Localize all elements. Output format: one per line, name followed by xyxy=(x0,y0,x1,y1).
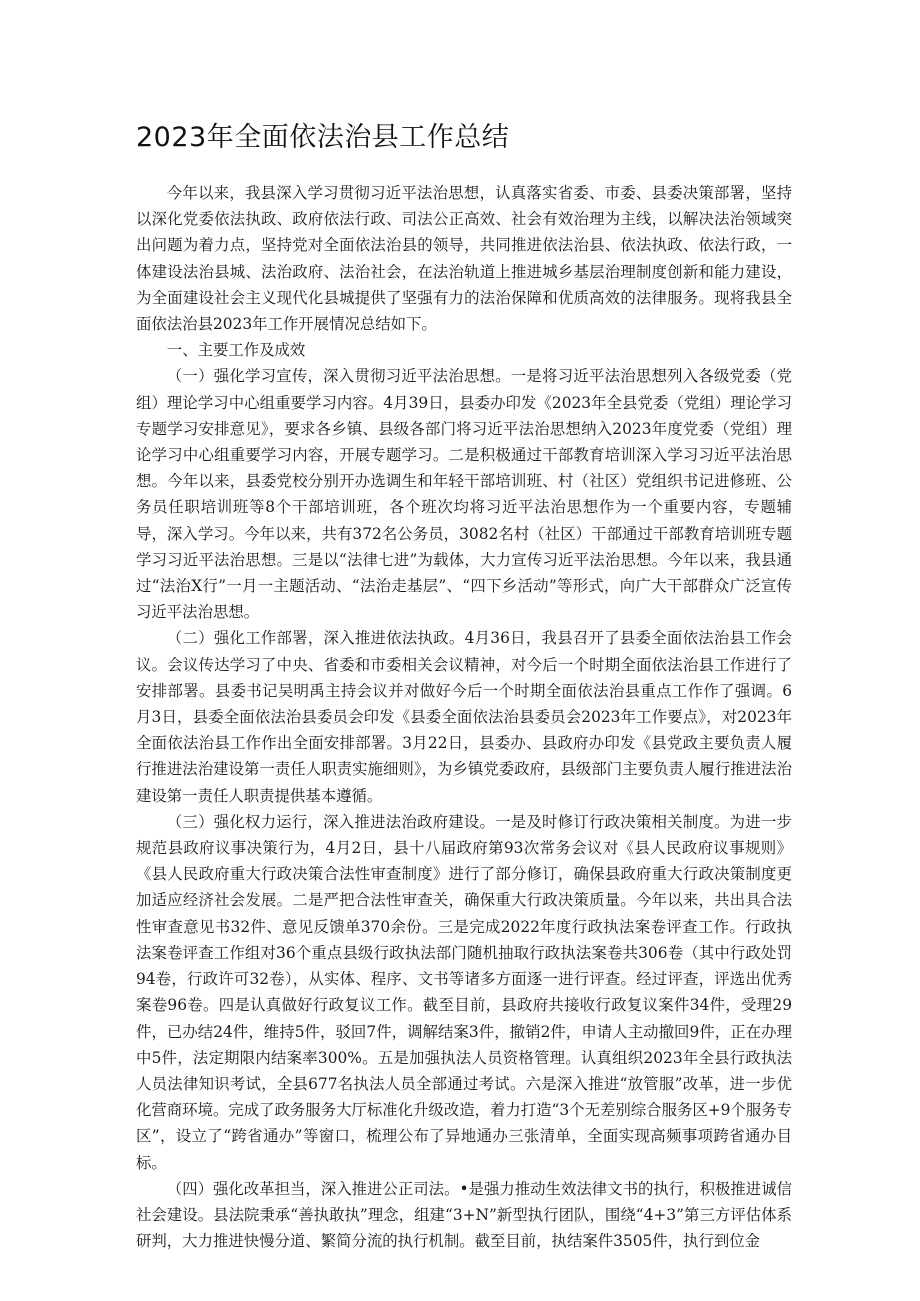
paragraph-reform-justice: （四）强化改革担当，深入推进公正司法。•是强力推动生效法律文书的执行，积极推进诚信社会建设。县法院秉承“善执敢执”理念，组建“3+N”新型执行团队，围绕“4+3”第三方评估体系研判，大力推进快慢分道、繁简分流的执行机制。截至目前，执结案件3505件，执行到位金 xyxy=(136,1179,792,1251)
paragraph-work-deployment: （二）强化工作部署，深入推进依法执政。4月36日，我县召开了县委全面依法治县工作会议。会议传达学习了中央、省委和市委相关会议精神，对今后一个时期全面依法治县工作进行了安排部署。县委书记吴明禹主持会议并对做好今后一个时期全面依法治县重点工作作了强调。6月3日，县委全面依法治县委员会印发《县委全面依法治县委员会2023年工作要点》，对2023年全面依法治县工作作出全面安排部署。3月22日，县委办、县政府办印发《县党政主要负责人履行推进法治建设第一责任人职责实施细则》，为乡镇党委政府，县级部门主要负责人履行推进法治建设第一责任人职责提供基本遵循。 xyxy=(136,629,792,805)
document-page xyxy=(136,118,792,1254)
intro-paragraph: 今年以来，我县深入学习贯彻习近平法治思想，认真落实省委、市委、县委决策部署，坚持以深化党委依法执政、政府依法行政、司法公正高效、社会有效治理为主线，以解决法治领域突出问题为着力点，坚持党对全面依法治县的领导，共同推进依法治县、依法执政、依法行政，一体建设法治县城、法治政府、法治社会，在法治轨道上推进城乡基层治理制度创新和能力建设，为全面建设社会主义现代化县城提供了坚强有力的法治保障和优质高效的法律服务。现将我县全面依法治县2023年工作开展情况总结如下。 xyxy=(136,184,792,334)
paragraph-study-publicity: （一）强化学习宣传，深入贯彻习近平法治思想。一是将习近平法治思想列入各级党委（党组）理论学习中心组重要学习内容。4月39日，县委办印发《2023年全县党委（党组）理论学习专题学习安排意见》，要求各乡镇、县级各部门将习近平法治思想纳入2023年度党委（党组）理论学习中心组重要学习内容，开展专题学习。二是积极通过干部教育培训深入学习习近平法治思想。今年以来，县委党校分别开办选调生和年轻干部培训班、村（社区）党组织书记进修班、公务员任职培训班等8个干部培训班，各个班次均将习近平法治思想作为一个重要内容，专题辅导，深入学习。今年以来，共有372名公务员，3082名村（社区）干部通过干部教育培训班专题学习习近平法治思想。三是以“法律七进”为载体，大力宣传习近平法治思想。今年以来，我县通过“法治X行”一月一主题活动、“法治走基层”、“四下乡活动”等形式，向广大干部群众广泛宣传习近平法治思想。 xyxy=(136,367,792,622)
section-heading-main-work: 一、主要工作及成效 xyxy=(166,341,306,360)
document-title: 2023年全面依法治县工作总结 xyxy=(136,122,510,153)
paragraph-power-operation: （三）强化权力运行，深入推进法治政府建设。一是及时修订行政决策相关制度。为进一步规范县政府议事决策行为，4月2日，县十八届政府第93次常务会议对《县人民政府议事规则》《县人民政府重大行政决策合法性审查制度》进行了部分修订，确保县政府重大行政决策制度更加适应经济社会发展。二是严把合法性审查关，确保重大行政决策质量。今年以来，共出具合法性审查意见书32件、意见反馈单370余份。三是完成2022年度行政执法案卷评查工作。行政执法案卷评查工作组对36个重点县级行政执法部门随机抽取行政执法案卷共306卷（其中行政处罚94卷，行政许可32卷），从实体、程序、文书等诸多方面逐一进行评查。经过评查，评选出优秀案卷96卷。四是认真做好行政复议工作。截至目前，县政府共接收行政复议案件34件，受理29件，已办结24件，维持5件，驳回7件，调解结案3件，撤销2件，申请人主动撤回9件，正在办理中5件，法定期限内结案率300%。五是加强执法人员资格管理。认真组织2023年全县行政执法人员法律知识考试，全县677名执法人员全部通过考试。六是深入推进“放管服”改革，进一步优化营商环境。完成了政务服务大厅标准化升级改造，着力打造“3个无差别综合服务区+9个服务专区”，设立了“跨省通办”等窗口，梳理公布了异地通办三张清单，全面实现高频事项跨省通办目标。 xyxy=(136,812,792,1172)
